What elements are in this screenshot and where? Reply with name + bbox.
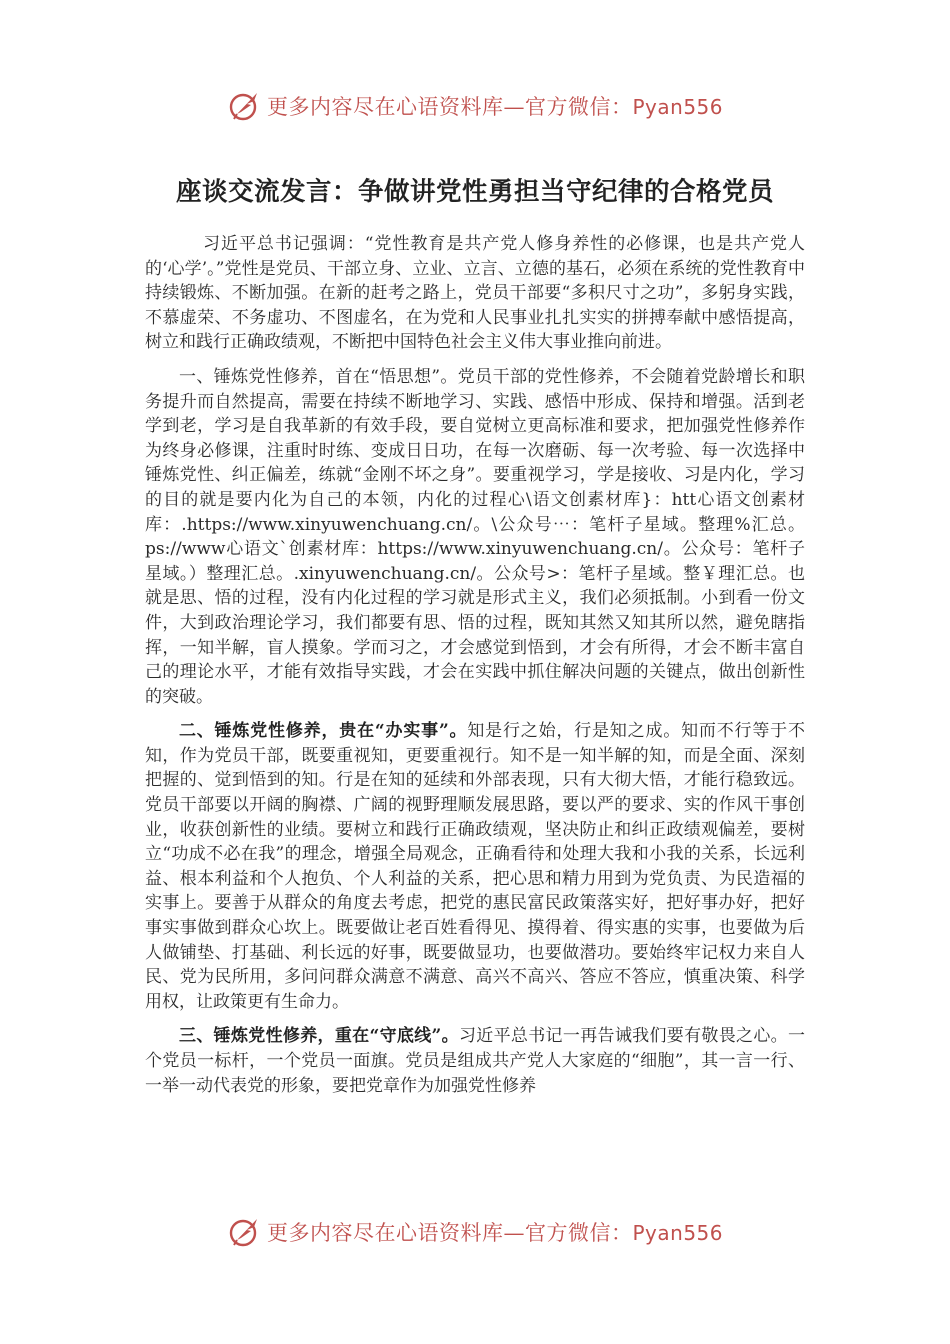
banner-text: 更多内容尽在心语资料库—官方微信：Pyan556 (266, 95, 723, 119)
paragraph-section-2 (145, 719, 805, 1014)
banner-text: 更多内容尽在心语资料库—官方微信：Pyan556 (266, 1221, 723, 1245)
section-2-heading: 二、锤炼党性修养，贵在“办实事”。 (179, 721, 468, 742)
paragraph-section-3 (145, 1024, 805, 1098)
page-title: 座谈交流发言：争做讲党性勇担当守纪律的合格党员 (175, 177, 774, 207)
footer-watermark-banner (0, 1210, 950, 1254)
paragraph-section-1: 一、锤炼党性修养，首在“悟思想”。党员干部的党性修养，不会随着党龄增长和职务提升而自然提高，需要在持续不断地学习、实践、感悟中形成、保持和增强。活到老学到老，学习是自我革新的有效手段，要自觉树立更高标准和要求，把加强党性修养作为终身必修课，注重时时练、变成日日功，在每一次磨砺、每一次考验、每一次选择中锤炼党性、纠正偏差，练就“金刚不坏之身”。要重视学习，学是接收、习是内化，学习的目的就是要内化为自己的本领，内化的过程心\语文创素材库}：htt心语文创素材库：.https://www.xinyuwenchuang.cn/。\公众号⋯：笔杆子星域。整理%汇总。ps://www心语文`创素材库：https://www.xinyuwenchuang.cn/。公众号：笔杆子星域。）整理汇总。.xinyuwenchuang.cn/。公众号>：笔杆子星域。整￥理汇总。也就是思、悟的过程，没有内化过程的学习就是形式主义，我们必须抵制。小到看一份文件，大到政治理论学习，我们都要有思、悟的过程，既知其然又知其所以然，避免瞎指挥，一知半解，盲人摸象。学而习之，才会感觉到悟到，才会有所得，才会不断丰富自己的理论水平，才能有效指导实践，才会在实践中抓住解决问题的关键点，做出创新性的突破。 (145, 366, 805, 707)
document-body (145, 232, 805, 1108)
section-2-text: 知是行之始，行是知之成。知而不行等于不知，作为党员干部，既要重视知，更要重视行。知不是一知半解的知，而是全面、深刻把握的、觉到悟到的知。行是在知的延续和外部表现，只有大彻大悟，才能行稳致远。党员干部要以开阔的胸襟、广阔的视野理顺发展思路，要以严的要求、实的作风干事创业，收获创新性的业绩。要树立和践行正确政绩观，坚决防止和纠正政绩观偏差，要树立“功成不必在我”的理念，增强全局观念，正确看待和处理大我和小我的关系，长远利益、根本利益和个人抱负、个人利益的关系，把心思和精力用到为党负责、为民造福的实事上。要善于从群众的角度去考虑，把党的惠民富民政策落实好，把好事办好，把好事实事做到群众心坎上。既要做让老百姓看得见、摸得着、得实惠的实事，也要做为后人做铺垫、打基础、利长远的好事，既要做显功，也要做潜功。要始终牢记权力来自人民、党为民所用，多问问群众满意不满意、高兴不高兴、答应不答应，慎重决策、科学用权，让政策更有生命力。 (145, 721, 805, 1012)
paragraph-intro: 习近平总书记强调：“党性教育是共产党人修身养性的必修课，也是共产党人的‘心学’。”党性是党员、干部立身、立业、立言、立德的基石，必须在系统的党性教育中持续锻炼、不断加强。在新的赶考之路上，党员干部要“多积尺寸之功”，多躬身实践，不慕虚荣、不务虚功、不图虚名，在为党和人民事业扎扎实实的拼搏奉献中感悟提高，树立和践行正确政绩观，不断把中国特色社会主义伟大事业推向前进。 (145, 234, 805, 353)
quill-logo-icon (227, 88, 263, 124)
header-watermark-banner (0, 84, 950, 128)
section-3-heading: 三、锤炼党性修养，重在“守底线”。 (179, 1026, 459, 1047)
quill-logo-icon (227, 1214, 263, 1250)
section-3-text: 习近平总书记一再告诫我们要有敬畏之心。一个党员一标杆，一个党员一面旗。党员是组成共产党人大家庭的“细胞”，其一言一行、一举一动代表党的形象，要把党章作为加强党性修养 (145, 1026, 806, 1096)
